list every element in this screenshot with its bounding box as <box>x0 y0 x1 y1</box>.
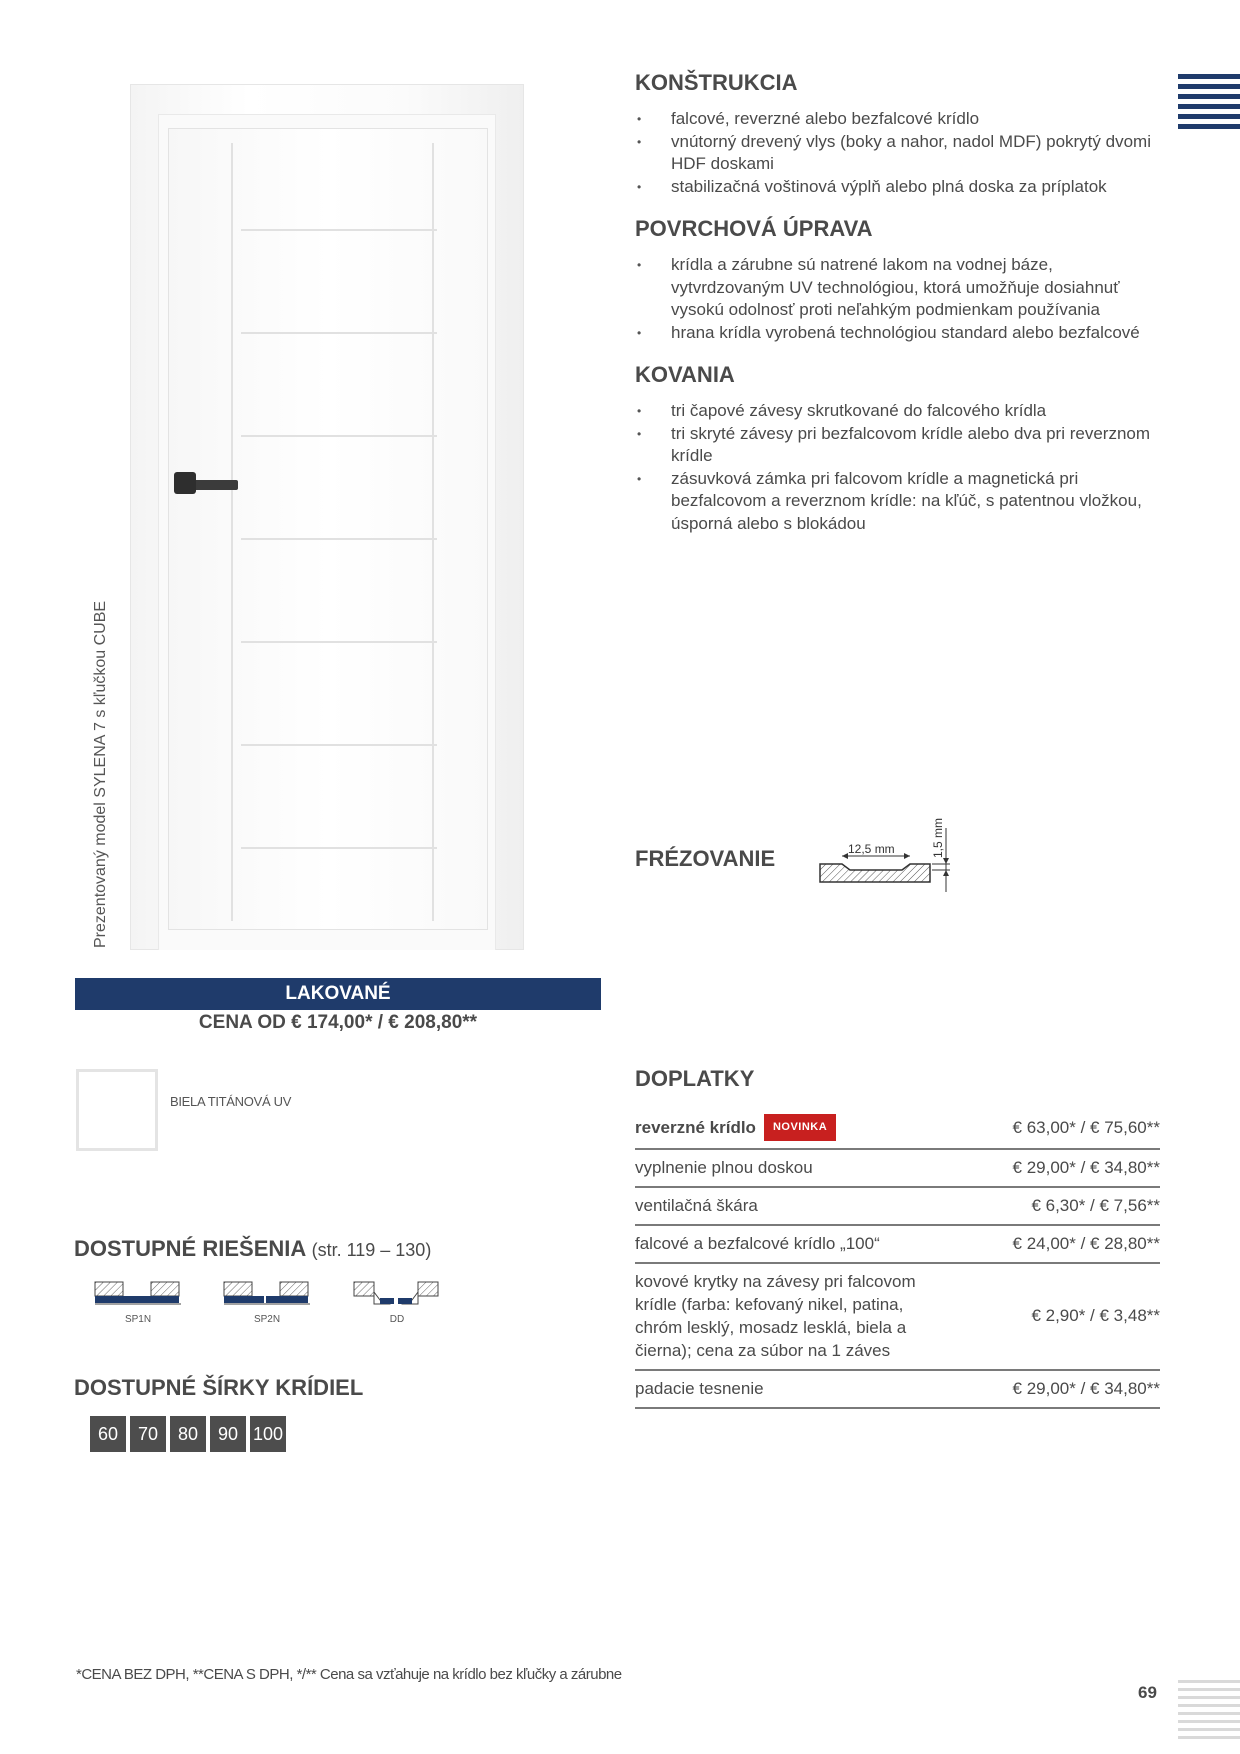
list-item: • krídla a zárubne sú natrené lakom na vodnej báze, vytvrdzovaným UV technológiou, ktorá umožňuje dosiahnuť vysokú odolnosť proti neľahkým podmienkam používania <box>635 254 1160 322</box>
table-row <box>635 1108 1160 1150</box>
row-name: ventilačná škára <box>635 1196 758 1215</box>
kovania-title: KOVANIA <box>635 362 735 387</box>
table-row <box>635 1371 1160 1409</box>
table-row <box>635 1150 1160 1188</box>
width-option: 90 <box>210 1416 246 1452</box>
row-price: € 6,30* / € 7,56** <box>1031 1195 1160 1215</box>
novinka-badge: NOVINKA <box>764 1114 836 1141</box>
konstrukcia-title: KONŠTRUKCIA <box>635 70 798 95</box>
row-name: reverzné krídlo <box>635 1118 756 1137</box>
solution-sp2n: SP2N <box>222 1278 312 1330</box>
row-price: € 63,00* / € 75,60** <box>1012 1117 1160 1137</box>
row-name: falcové a bezfalcové krídlo „100“ <box>635 1234 880 1253</box>
solutions-title: DOSTUPNÉ RIEŠENIA (str. 119 – 130) <box>74 1236 432 1261</box>
door-leaf <box>168 128 488 930</box>
door-image <box>130 84 524 950</box>
spec-column <box>635 70 1160 553</box>
footnote: *CENA BEZ DPH, **CENA S DPH, */** Cena sa vzťahuje na krídlo bez kľučky a zárubne <box>76 1666 622 1683</box>
price-from: CENA OD € 174,00* / € 208,80** <box>198 1012 478 1033</box>
list-item: • stabilizačná voštinová výplň alebo plná doska za príplatok <box>635 176 1160 199</box>
solutions-note: (str. 119 – 130) <box>311 1240 432 1260</box>
row-name: kovové krytky na závesy pri falcovom krídle (farba: kefovaný nikel, patina, chróm lesklý, mosadz lesklá, biela a čierna); cena za súbor na 1 záves <box>635 1272 916 1360</box>
row-price: € 24,00* / € 28,80** <box>1012 1233 1160 1253</box>
doplatky-title: DOPLATKY <box>635 1066 755 1091</box>
frezovanie-title: FRÉZOVANIE <box>635 846 776 871</box>
list-item: • tri čapové závesy skrutkované do falcového krídla <box>635 400 1160 423</box>
row-name: padacie tesnenie <box>635 1379 764 1398</box>
door-handle-rose <box>174 472 196 494</box>
frezovanie-width-label: 12,5 mm <box>848 842 895 856</box>
solution-dd: DD <box>352 1278 442 1330</box>
table-row <box>635 1264 1160 1371</box>
widths-title: DOSTUPNÉ ŠÍRKY KRÍDIEL <box>74 1375 364 1400</box>
kovania-list <box>635 400 1160 535</box>
color-swatch-label: BIELA TITÁNOVÁ UV <box>170 1094 292 1109</box>
solution-sp1n: SP1N <box>93 1278 183 1330</box>
row-price: € 29,00* / € 34,80** <box>1012 1378 1160 1398</box>
povrchova-list <box>635 254 1160 344</box>
list-item: • zásuvková zámka pri falcovom krídle a magnetická pri bezfalcovom a reverznom krídle: na kľúč, s patentnou vložkou, úsporná alebo s blokádou <box>635 468 1160 536</box>
finish-bar: LAKOVANÉ <box>75 978 601 1010</box>
footer-stripes <box>1178 1680 1240 1744</box>
list-item: • tri skryté závesy pri bezfalcovom krídle alebo dva pri reverznom krídle <box>635 423 1160 468</box>
solution-dd-icon <box>352 1278 442 1312</box>
frezovanie-depth-label: 1,5 mm <box>931 817 945 858</box>
row-price: € 2,90* / € 3,48** <box>1031 1306 1160 1325</box>
frezovanie-diagram <box>818 808 958 898</box>
width-option: 100 <box>250 1416 286 1452</box>
list-item: • vnútorný drevený vlys (boky a nahor, nadol MDF) pokrytý dvomi HDF doskami <box>635 131 1160 176</box>
row-price: € 29,00* / € 34,80** <box>1012 1157 1160 1177</box>
width-option: 70 <box>130 1416 166 1452</box>
header-stripes <box>1178 74 1240 134</box>
list-item: • falcové, reverzné alebo bezfalcové krídlo <box>635 108 1160 131</box>
model-caption: Prezentovaný model SYLENA 7 s kľučkou CUBE <box>92 600 109 948</box>
list-item: • hrana krídla vyrobená technológiou standard alebo bezfalcové <box>635 322 1160 345</box>
row-name: vyplnenie plnou doskou <box>635 1158 813 1177</box>
table-row <box>635 1226 1160 1264</box>
solution-sp1n-icon <box>93 1278 183 1312</box>
doplatky-table <box>635 1108 1160 1409</box>
width-option: 80 <box>170 1416 206 1452</box>
table-row <box>635 1188 1160 1226</box>
page-number: 69 <box>1138 1683 1157 1702</box>
widths-list <box>90 1416 286 1452</box>
konstrukcia-list <box>635 108 1160 198</box>
povrchova-title: POVRCHOVÁ ÚPRAVA <box>635 216 873 241</box>
color-swatch <box>76 1069 158 1151</box>
solution-sp2n-icon <box>222 1278 312 1312</box>
width-option: 60 <box>90 1416 126 1452</box>
